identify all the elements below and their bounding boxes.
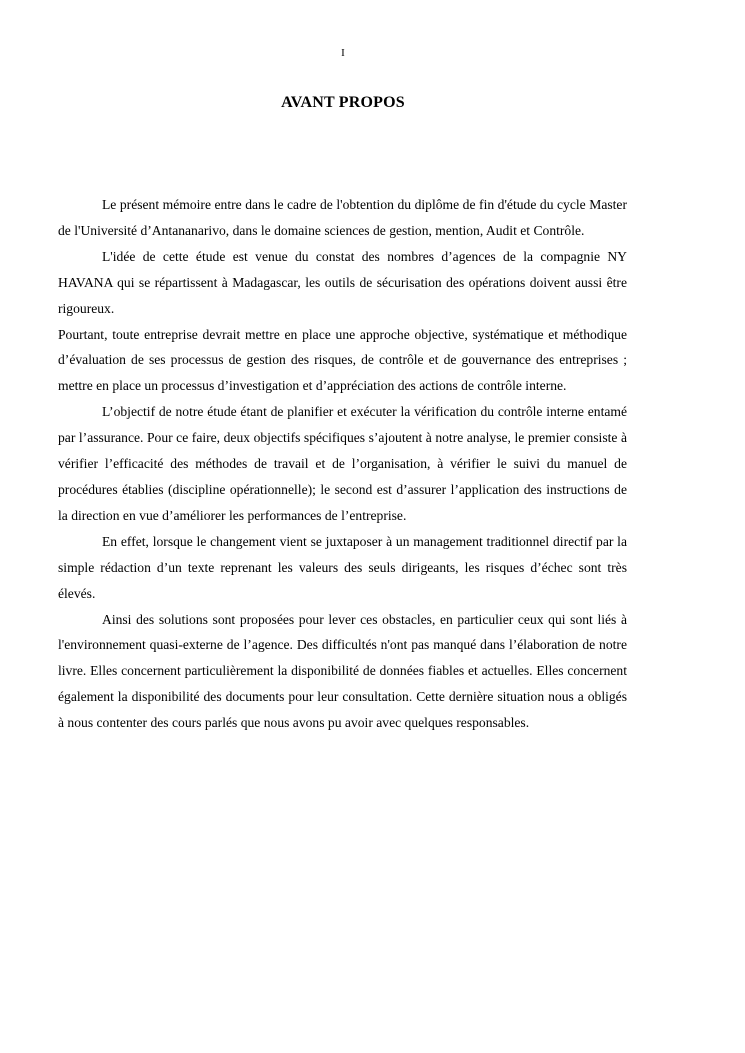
body-text [58,192,627,736]
page-number: I [341,47,345,59]
paragraph-2: L'idée de cette étude est venue du constat des nombres d’agences de la compagnie NY HAVANA qui se répartissent à Madagascar, les outils de sécurisation des opérations doivent aussi être rigoureux. [58,248,627,316]
paragraph-6: Ainsi des solutions sont proposées pour lever ces obstacles, en particulier ceux qui sont liés à l'environnement quasi-externe de l’agence. Des difficultés n'ont pas manqué dans l’élaboration de notre livre. Elles concernent particulièrement la disponibilité de données fiables et actuelles. Elles concernent également la disponibilité des documents pour leur consultation. Cette dernière situation nous a obligés à nous contenter des cours parlés que nous avons pu avoir avec quelques responsables. [58,611,627,731]
paragraph-1: Le présent mémoire entre dans le cadre de l'obtention du diplôme de fin d'étude du cycle Master de l'Université d’Antananarivo, dans le domaine sciences de gestion, mention, Audit et Contrôle. [58,197,627,238]
paragraph-3: Pourtant, toute entreprise devrait mettre en place une approche objective, systématique et méthodique d’évaluation de ses processus de gestion des risques, de contrôle et de gouvernance des entreprises ; mettre en place un processus d’investigation et d’appréciation des actions de contrôle interne. [58,326,627,394]
paragraph-4: L’objectif de notre étude étant de planifier et exécuter la vérification du contrôle interne entamé par l’assurance. Pour ce faire, deux objectifs spécifiques s’ajoutent à notre analyse, le premier consiste à vérifier l’efficacité des méthodes de travail et de l’organisation, à vérifier le suivi du manuel de procédures établies (discipline opérationnelle); le second est d’assurer l’application des instructions de la direction en vue d’améliorer les performances de l’entreprise. [58,404,627,523]
page-title: AVANT PROPOS [281,94,405,111]
paragraph-5: En effet, lorsque le changement vient se juxtaposer à un management traditionnel directif par la simple rédaction d’un texte reprenant les valeurs des seuls dirigeants, les risques d’échec sont très élevés. [58,533,627,601]
